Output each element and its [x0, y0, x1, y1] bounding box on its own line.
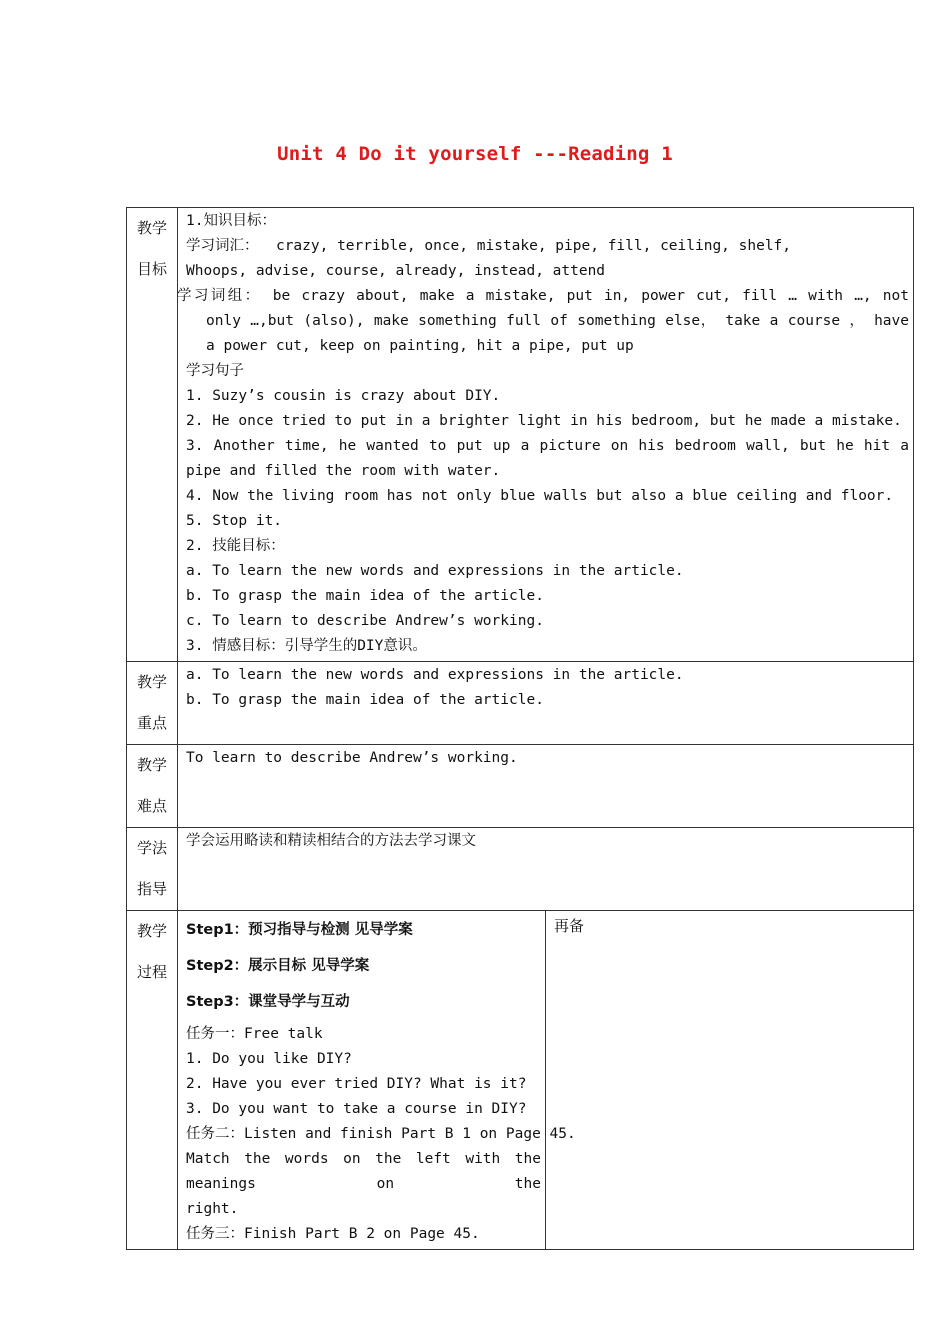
text-line: 学习词汇： crazy, terrible, once, mistake, pipe, fill, ceiling, shelf,: [186, 238, 792, 254]
text-line: pipe and filled the room with water.: [186, 463, 501, 479]
label-line: 学法: [136, 839, 167, 857]
label-objectives: [127, 208, 178, 662]
label-line: 过程: [136, 963, 167, 981]
text-line: right.: [186, 1201, 239, 1217]
text-line: 学会运用略读和精读相结合的方法去学习课文: [186, 833, 476, 849]
label-line: 教学: [136, 756, 167, 774]
cell-notes: [546, 911, 914, 1250]
text-line: 3. Do you want to take a course in DIY?: [186, 1101, 527, 1117]
cell-key-points: [178, 662, 914, 745]
text-line: 4. Now the living room has not only blue walls but also a blue ceiling and floor.: [186, 488, 894, 504]
text-line: 任务三：Finish Part B 2 on Page 45.: [186, 1226, 480, 1242]
text-line: b. To grasp the main idea of the article.: [186, 692, 544, 708]
step-heading: Step3：课堂导学与互动: [186, 994, 350, 1010]
text-line: 5. Stop it.: [186, 513, 283, 529]
label-difficulties: [127, 745, 178, 828]
text-line: 1. Suzy’s cousin is crazy about DIY.: [186, 388, 501, 404]
text-line: only …,but (also), make something full of something else， take a course ， have: [206, 313, 909, 329]
text-line: To learn to describe Andrew’s working.: [186, 750, 518, 766]
label-method: [127, 828, 178, 911]
label-process: [127, 911, 178, 1250]
step-heading: Step1：预习指导与检测 见导学案: [186, 922, 413, 938]
text-line: Match the words on the left with the meanings on the: [186, 1151, 541, 1192]
text-line: 3. Another time, he wanted to put up a picture on his bedroom wall, but he hit a: [186, 438, 909, 454]
document-title: Unit 4 Do it yourself ---Reading 1: [277, 143, 673, 165]
row-method: [127, 828, 914, 911]
text-line: a. To learn the new words and expressions in the article.: [186, 667, 684, 683]
text-line: 学习句子: [186, 363, 244, 379]
cell-objectives: [178, 208, 914, 662]
text-line: 2. 技能目标：: [186, 538, 285, 554]
text-line: 1.知识目标：: [186, 213, 276, 229]
label-line: 指导: [136, 880, 167, 898]
label-line: 难点: [136, 797, 167, 815]
label-key-points: [127, 662, 178, 745]
text-line: 3. 情感目标：引导学生的DIY意识。: [186, 638, 427, 654]
text-line: Whoops, advise, course, already, instead, attend: [186, 263, 606, 279]
row-objectives: [127, 208, 914, 662]
lesson-plan-table: [126, 207, 914, 1250]
row-difficulties: [127, 745, 914, 828]
text-line: 任务一：Free talk: [186, 1026, 323, 1042]
text-line: a power cut, keep on painting, hit a pipe, put up: [206, 338, 634, 354]
text-line: b. To grasp the main idea of the article.: [186, 588, 544, 604]
label-line: 教学: [136, 219, 167, 237]
label-line: 教学: [136, 673, 167, 691]
label-line: 教学: [136, 922, 167, 940]
label-line: 目标: [136, 260, 167, 278]
text-line: c. To learn to describe Andrew’s working.: [186, 613, 544, 629]
text-line: 2. He once tried to put in a brighter light in his bedroom, but he made a mistake.: [186, 413, 902, 429]
text-line: 2. Have you ever tried DIY? What is it?: [186, 1076, 527, 1092]
cell-difficulties: [178, 745, 914, 828]
row-process: [127, 911, 914, 1250]
notes-label: 再备: [554, 917, 585, 935]
label-line: 重点: [136, 714, 167, 732]
cell-method: [178, 828, 914, 911]
text-line: 1. Do you like DIY?: [186, 1051, 352, 1067]
text-line: a. To learn the new words and expressions in the article.: [186, 563, 684, 579]
text-line: 任务二：Listen and finish Part B 1 on Page 45.: [186, 1126, 576, 1142]
text-line: 学习词组： be crazy about, make a mistake, put in, power cut, fill … with …, not: [177, 288, 909, 304]
row-key-points: [127, 662, 914, 745]
step-heading: Step2：展示目标 见导学案: [186, 958, 370, 974]
